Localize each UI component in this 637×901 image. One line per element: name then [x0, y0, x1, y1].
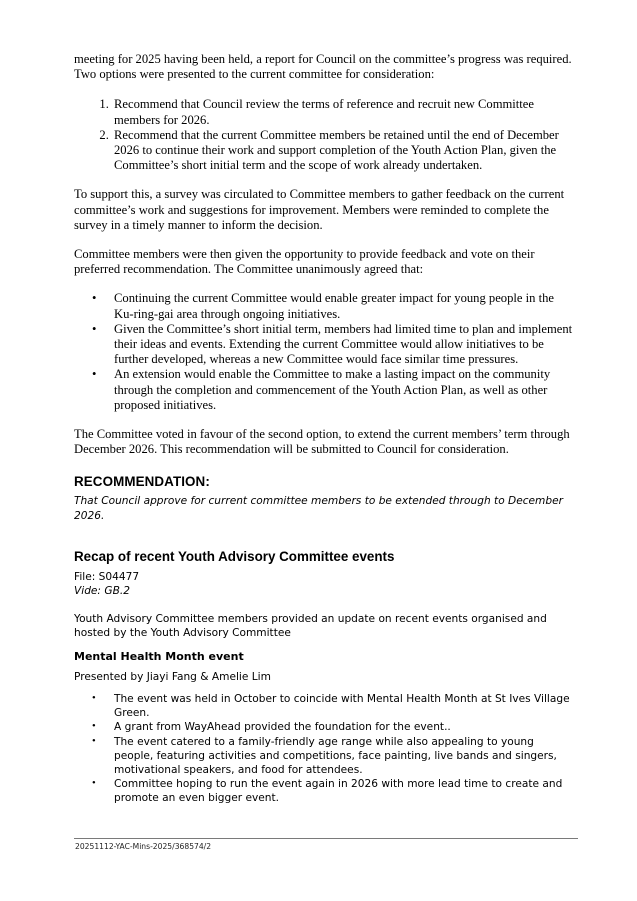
list-item: • The event was held in October to coincide with Mental Health Month at St Ives Village Green.	[114, 692, 574, 720]
list-item: • An extension would enable the Committee to make a lasting impact on the community through the completion and commencement of the Youth Action Plan, as well as other proposed initiatives.	[112, 367, 574, 413]
agreed-points-list	[74, 291, 574, 413]
event-points-list	[74, 692, 574, 806]
options-list	[74, 97, 574, 173]
list-item: • Committee hoping to run the event again in 2026 with more lead time to create and promote an even bigger event.	[114, 777, 574, 805]
recap-intro: Youth Advisory Committee members provided an update on recent events organised and hosted by the Youth Advisory Committee	[74, 613, 547, 640]
footer-divider	[74, 838, 578, 839]
document-page	[74, 52, 574, 806]
event-heading: Mental Health Month event	[74, 649, 244, 663]
intro-paragraph: meeting for 2025 having been held, a report for Council on the committee’s progress was required. Two options were presented to the current committee for consideration:	[74, 52, 572, 82]
recommendation-heading: RECOMMENDATION:	[74, 474, 210, 490]
vote-paragraph: The Committee voted in favour of the second option, to extend the current members’ term through December 2026. This recommendation will be submitted to Council for consideration.	[74, 427, 570, 457]
recap-section-heading: Recap of recent Youth Advisory Committee events	[74, 548, 395, 564]
presented-by: Presented by Jiayi Fang & Amelie Lim	[74, 670, 271, 683]
list-item: • A grant from WayAhead provided the foundation for the event..	[114, 720, 574, 734]
footer-doc-reference: 20251112-YAC-Mins-2025/368574/2	[75, 842, 212, 851]
list-item: • Continuing the current Committee would enable greater impact for young people in the Ku-ring-gai area through ongoing initiatives.	[112, 291, 574, 321]
list-item: • The event catered to a family-friendly age range while also appealing to young people, featuring activities and competitions, face painting, live bands and singers, motivational speakers, and food for attendees.	[114, 735, 574, 778]
recommendation-text: That Council approve for current committee members to be extended through to December 2026.	[74, 495, 563, 522]
vide-reference: Vide: GB.2	[74, 585, 130, 598]
option-item: 1. Recommend that Council review the terms of reference and recruit new Committee members for 2026.	[112, 97, 574, 127]
file-reference: File: S04477	[74, 570, 140, 583]
list-item: • Given the Committee’s short initial term, members had limited time to plan and implement their ideas and events. Extending the current Committee would allow initiatives to be further developed, whereas a new Committee would face similar time pressures.	[112, 322, 574, 368]
option-item: 2. Recommend that the current Committee members be retained until the end of December 2026 to continue their work and support completion of the Youth Action Plan, given the Committee’s short initial term and the scope of work already undertaken.	[112, 128, 574, 174]
survey-paragraph: To support this, a survey was circulated to Committee members to gather feedback on the current committee’s work and suggestions for improvement. Members were reminded to complete the survey in a timely manner to inform the decision.	[74, 187, 565, 232]
feedback-paragraph: Committee members were then given the opportunity to provide feedback and vote on their preferred recommendation. The Committee unanimously agreed that:	[74, 247, 535, 277]
